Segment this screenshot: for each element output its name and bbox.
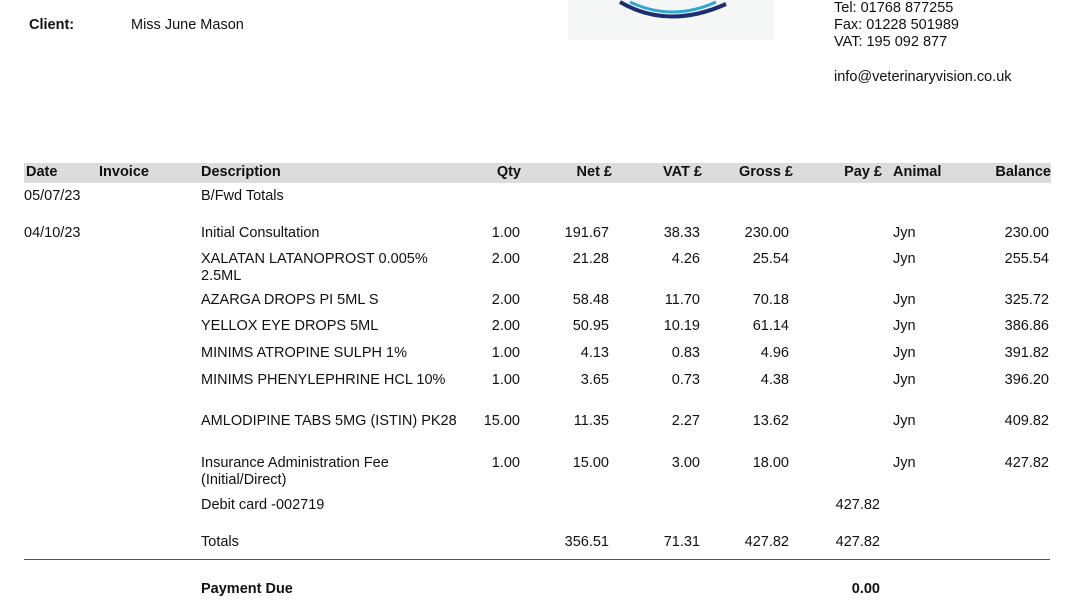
row-net: 50.95 — [572, 318, 609, 334]
row-balance: 391.82 — [1004, 345, 1049, 361]
row-description: MINIMS PHENYLEPHRINE HCL 10% — [201, 372, 446, 388]
row-net: 58.48 — [572, 292, 609, 308]
row-qty: 2.00 — [491, 318, 520, 334]
contact-block — [834, 0, 959, 51]
row-balance: 427.82 — [1004, 455, 1049, 471]
row-animal: Jyn — [893, 372, 916, 388]
row-balance: 396.20 — [1004, 372, 1049, 388]
row-description: Insurance Administration Fee (Initial/Direct) — [201, 455, 389, 488]
payment-due-value: 0.00 — [851, 581, 880, 597]
row-description: YELLOX EYE DROPS 5ML — [201, 318, 379, 334]
row-balance: 386.86 — [1004, 318, 1049, 334]
row-date: 04/10/23 — [24, 225, 81, 241]
email-address: info@veterinaryvision.co.uk — [834, 69, 1012, 85]
col-gross: Gross £ — [739, 164, 793, 180]
row-date: 05/07/23 — [24, 188, 81, 204]
row-animal: Jyn — [893, 345, 916, 361]
logo-swoosh-icon — [568, 0, 774, 40]
totals-gross: 427.82 — [744, 534, 789, 550]
col-balance: Balance — [995, 164, 1051, 180]
row-vat: 0.83 — [671, 345, 700, 361]
row-net: 15.00 — [572, 455, 609, 471]
row-vat: 2.27 — [671, 413, 700, 429]
row-vat: 3.00 — [671, 455, 700, 471]
row-gross: 61.14 — [752, 318, 789, 334]
col-qty: Qty — [496, 164, 521, 180]
row-net: 21.28 — [572, 251, 609, 267]
row-qty: 1.00 — [491, 455, 520, 471]
row-gross: 25.54 — [752, 251, 789, 267]
client-name: Miss June Mason — [131, 17, 244, 33]
col-animal: Animal — [893, 164, 942, 180]
row-vat: 38.33 — [663, 225, 700, 241]
row-description: Debit card -002719 — [201, 497, 325, 513]
totals-pay: 427.82 — [835, 534, 880, 550]
row-description: MINIMS ATROPINE SULPH 1% — [201, 345, 407, 361]
payment-due-label: Payment Due — [201, 581, 293, 597]
row-balance: 230.00 — [1004, 225, 1049, 241]
row-description: XALATAN LATANOPROST 0.005% 2.5ML — [201, 251, 428, 284]
row-gross: 4.38 — [760, 372, 789, 388]
row-vat: 0.73 — [671, 372, 700, 388]
fax: Fax: 01228 501989 — [834, 17, 959, 33]
row-balance: 325.72 — [1004, 292, 1049, 308]
col-date: Date — [26, 164, 58, 180]
col-invoice: Invoice — [99, 164, 149, 180]
row-description: AMLODIPINE TABS 5MG (ISTIN) PK28 — [201, 413, 457, 429]
row-net: 3.65 — [580, 372, 609, 388]
row-animal: Jyn — [893, 225, 916, 241]
row-balance: 255.54 — [1004, 251, 1049, 267]
row-gross: 4.96 — [760, 345, 789, 361]
totals-vat: 71.31 — [663, 534, 700, 550]
col-net: Net £ — [576, 164, 612, 180]
totals-net: 356.51 — [564, 534, 609, 550]
row-animal: Jyn — [893, 318, 916, 334]
row-net: 191.67 — [564, 225, 609, 241]
row-vat: 11.70 — [664, 292, 700, 308]
row-gross: 70.18 — [752, 292, 789, 308]
client-label: Client: — [29, 17, 75, 33]
totals-label: Totals — [201, 534, 239, 550]
col-vat: VAT £ — [663, 164, 702, 180]
row-vat: 4.26 — [671, 251, 700, 267]
row-gross: 13.62 — [752, 413, 789, 429]
row-net: 4.13 — [580, 345, 609, 361]
row-gross: 230.00 — [744, 225, 789, 241]
row-qty: 15.00 — [483, 413, 520, 429]
col-pay: Pay £ — [844, 164, 882, 180]
row-pay: 427.82 — [835, 497, 880, 513]
row-qty: 2.00 — [491, 251, 520, 267]
row-gross: 18.00 — [752, 455, 789, 471]
row-vat: 10.19 — [663, 318, 700, 334]
col-description: Description — [201, 164, 281, 180]
row-net: 11.35 — [573, 413, 609, 429]
telephone: Tel: 01768 877255 — [834, 0, 954, 16]
row-animal: Jyn — [893, 455, 916, 471]
row-animal: Jyn — [893, 251, 916, 267]
row-balance: 409.82 — [1004, 413, 1049, 429]
row-animal: Jyn — [893, 413, 916, 429]
row-qty: 1.00 — [491, 225, 520, 241]
row-description: AZARGA DROPS PI 5ML S — [201, 292, 379, 308]
row-description: Initial Consultation — [201, 225, 320, 241]
row-animal: Jyn — [893, 292, 916, 308]
vat-number: VAT: 195 092 877 — [834, 34, 948, 50]
row-qty: 2.00 — [491, 292, 520, 308]
row-description: B/Fwd Totals — [201, 188, 284, 204]
totals-divider — [24, 559, 1050, 560]
row-qty: 1.00 — [491, 372, 520, 388]
practice-logo — [568, 0, 774, 40]
row-qty: 1.00 — [491, 345, 520, 361]
